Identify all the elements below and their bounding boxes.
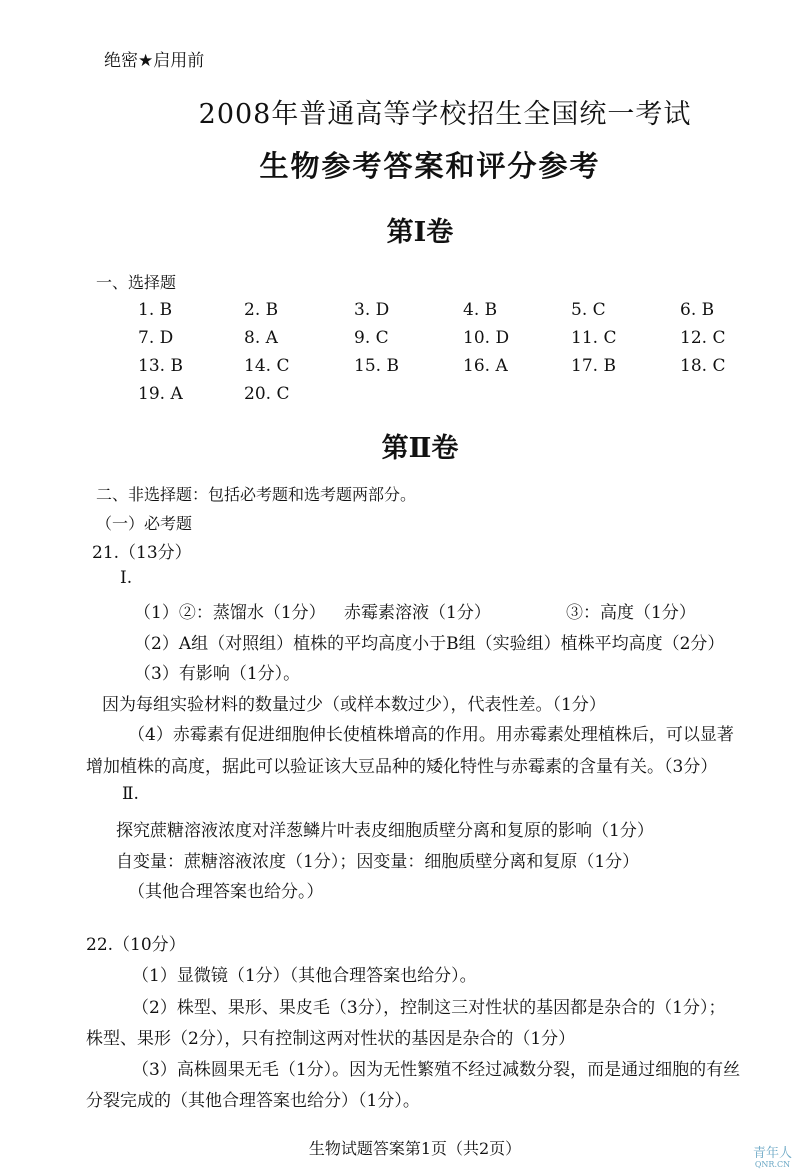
watermark-subtext: QNR.CN bbox=[754, 1160, 791, 1170]
q22-answer-line: （1）显微镜（1分）（其他合理答案也给分）。 bbox=[132, 966, 477, 986]
q22-answer-line: 株型、果形（2分），只有控制这两对性状的基因是杂合的（1分） bbox=[86, 1029, 576, 1049]
answer-item: 13. B bbox=[138, 356, 183, 376]
site-watermark-logo bbox=[753, 1147, 792, 1170]
secret-label: 绝密★启用前 bbox=[104, 51, 205, 71]
q21-answer-line: （4）赤霉素有促进细胞伸长使植株增高的作用。用赤霉素处理植株后，可以显著 bbox=[128, 725, 734, 745]
answer-item: 8. A bbox=[244, 328, 278, 348]
required-subsection-title: （一）必考题 bbox=[96, 514, 193, 533]
answer-item: 19. A bbox=[138, 384, 183, 404]
q21-answer-line: （3）有影响（1分）。 bbox=[134, 664, 301, 684]
question-22-label: 22.（10分） bbox=[86, 935, 186, 955]
document-subtitle: 生物参考答案和评分参考 bbox=[259, 149, 601, 183]
answer-item: 15. B bbox=[354, 356, 399, 376]
page-footer: 生物试题答案第1页（共2页） bbox=[308, 1139, 522, 1158]
q21-answer-line: 增加植株的高度，据此可以验证该大豆品种的矮化特性与赤霉素的含量有关。（3分） bbox=[86, 757, 718, 777]
q21-answer-line: （1）②：蒸馏水（1分） bbox=[134, 603, 326, 623]
q21-part2-label: Ⅱ. bbox=[122, 784, 139, 804]
multiple-choice-section-title: 一、选择题 bbox=[96, 273, 177, 292]
answer-item: 6. B bbox=[680, 300, 715, 320]
q21-answer-line: （2）A组（对照组）植株的平均高度小于B组（实验组）植株平均高度（2分） bbox=[134, 634, 725, 654]
answer-item: 3. D bbox=[354, 300, 390, 320]
answer-item: 2. B bbox=[244, 300, 279, 320]
answer-item: 18. C bbox=[680, 356, 726, 376]
question-21-label: 21.（13分） bbox=[92, 543, 192, 563]
answer-item: 14. C bbox=[244, 356, 290, 376]
answer-item: 1. B bbox=[138, 300, 173, 320]
answer-item: 5. C bbox=[571, 300, 606, 320]
answer-item: 12. C bbox=[680, 328, 726, 348]
answer-item: 9. C bbox=[354, 328, 389, 348]
q22-answer-line: （2）株型、果形、果皮毛（3分），控制这三对性状的基因都是杂合的（1分）； bbox=[132, 998, 726, 1018]
answer-item: 20. C bbox=[244, 384, 290, 404]
q22-answer-line: （3）高株圆果无毛（1分）。因为无性繁殖不经过减数分裂，而是通过细胞的有丝 bbox=[132, 1060, 741, 1080]
q21-answer-line: 探究蔗糖溶液浓度对洋葱鳞片叶表皮细胞质壁分离和复原的影响（1分） bbox=[116, 821, 654, 841]
non-choice-section-title: 二、非选择题：包括必考题和选考题两部分。 bbox=[96, 485, 417, 504]
answer-item: 11. C bbox=[571, 328, 617, 348]
q21-answer-line: 赤霉素溶液（1分） bbox=[344, 603, 491, 623]
q21-answer-line: 自变量：蔗糖溶液浓度（1分）；因变量：细胞质壁分离和复原（1分） bbox=[116, 852, 640, 872]
q22-answer-line: 分裂完成的（其他合理答案也给分）（1分）。 bbox=[86, 1091, 420, 1111]
q21-answer-line: 因为每组实验材料的数量过少（或样本数过少），代表性差。（1分） bbox=[102, 695, 606, 715]
q21-answer-line: ③：高度（1分） bbox=[566, 603, 696, 623]
volume2-heading: 第Ⅱ卷 bbox=[381, 433, 459, 464]
exam-title: 2008年普通高等学校招生全国统一考试 bbox=[198, 99, 692, 130]
watermark-text: 青年人 bbox=[752, 1145, 792, 1161]
answer-item: 7. D bbox=[138, 328, 174, 348]
q21-answer-line: （其他合理答案也给分。） bbox=[128, 882, 324, 902]
answer-item: 16. A bbox=[463, 356, 508, 376]
q21-part1-label: Ⅰ. bbox=[120, 568, 133, 588]
answer-item: 10. D bbox=[463, 328, 510, 348]
answer-item: 17. B bbox=[571, 356, 616, 376]
answer-item: 4. B bbox=[463, 300, 498, 320]
volume1-heading: 第Ⅰ卷 bbox=[386, 217, 454, 248]
